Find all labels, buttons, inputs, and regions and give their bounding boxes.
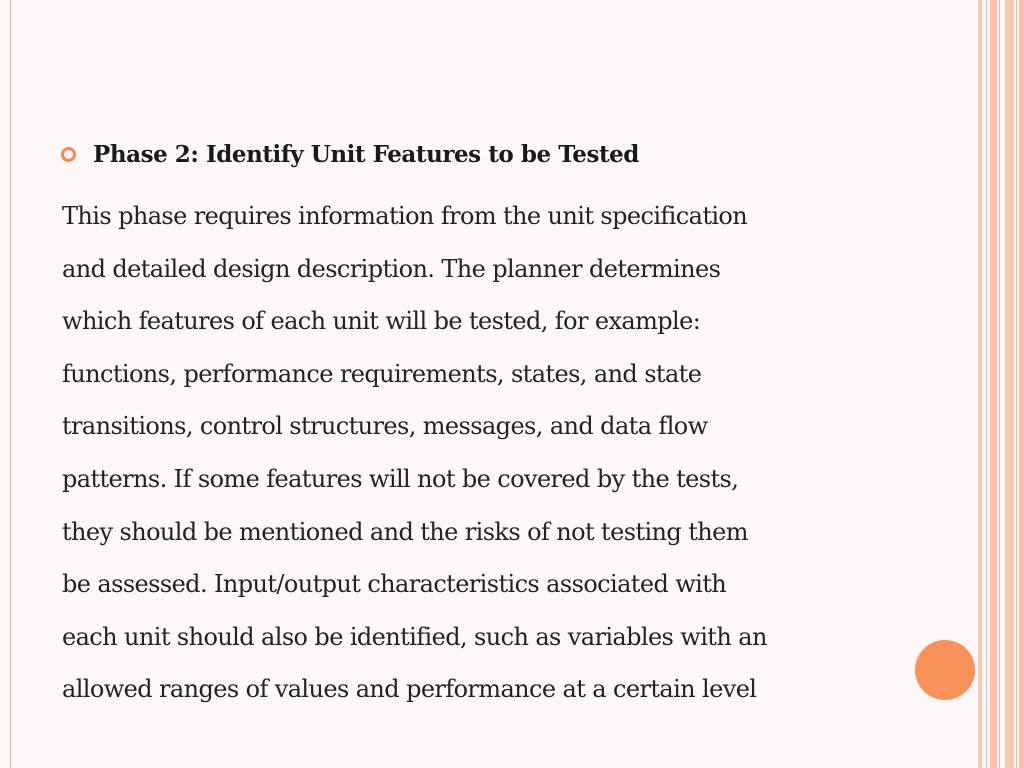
body-line: functions, performance requirements, states, and state [62, 359, 702, 388]
body-line: allowed ranges of values and performance at a certain level [62, 675, 757, 704]
stripe [986, 0, 987, 768]
body-line: they should be mentioned and the risks of not testing them [62, 517, 748, 546]
right-decorative-stripes [978, 0, 1024, 768]
body-line: be assessed. Input/output characteristics associated with [62, 570, 727, 599]
bullet-heading-row [60, 134, 639, 174]
stripe [1016, 0, 1017, 768]
body-line: transitions, control structures, messages, and data flow [62, 412, 708, 441]
body-line: and detailed design description. The planner determines [62, 254, 721, 283]
stripe [990, 0, 997, 768]
ring-bullet-icon [61, 147, 76, 162]
stripe [999, 0, 1000, 768]
left-border-line [10, 0, 11, 768]
stripe [1019, 0, 1024, 768]
stripe [1005, 0, 1014, 768]
body-line: This phase requires information from the unit specification [62, 202, 748, 230]
orange-circle-decoration [915, 640, 975, 700]
stripe [978, 0, 982, 768]
body-paragraph [62, 190, 882, 716]
body-line: each unit should also be identified, such as variables with an [62, 622, 767, 651]
body-line: which features of each unit will be tested, for example: [62, 307, 701, 336]
slide-heading: Phase 2: Identify Unit Features to be Tested [93, 140, 639, 168]
body-line: patterns. If some features will not be covered by the tests, [62, 464, 739, 493]
